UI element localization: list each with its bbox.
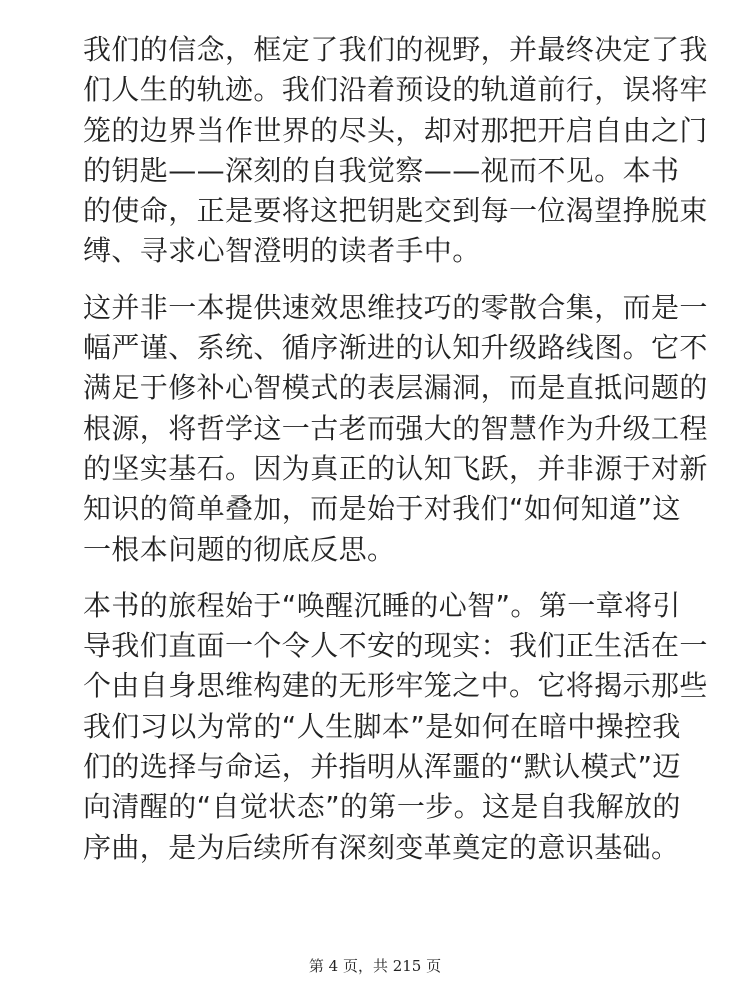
text-line: 笼的边界当作世界的尽头，却对那把开启自由之门 [83,113,708,147]
text-line: 的钥匙——深刻的自我觉察——视而不见。本书 [83,153,680,187]
text-line: 本书的旅程始于“唤醒沉睡的心智”。第一章将引 [83,588,681,622]
text-line: 个由自身思维构建的无形牢笼之中。它将揭示那些 [83,669,708,703]
text-line: 们人生的轨迹。我们沿着预设的轨道前行，误将牢 [83,73,708,107]
page-number-footer: 第 4 页，共 215 页 [308,957,442,975]
text-line: 向清醒的“自觉状态”的第一步。这是自我解放的 [83,790,681,824]
text-line: 一根本问题的彻底反思。 [83,532,396,566]
text-line: 这并非一本提供速效思维技巧的零散合集，而是一 [83,290,708,324]
text-line: 的坚实基石。因为真正的认知飞跃，并非源于对新 [83,451,708,485]
text-line: 的使命，正是要将这把钥匙交到每一位渴望挣脱束 [83,194,708,228]
text-line: 导我们直面一个令人不安的现实：我们正生活在一 [83,629,708,663]
text-line: 我们习以为常的“人生脚本”是如何在暗中操控我 [83,709,681,743]
text-line: 满足于修补心智模式的表层漏洞，而是直抵问题的 [83,371,708,405]
text-line: 缚、寻求心智澄明的读者手中。 [83,234,481,268]
text-line: 根源，将哲学这一古老而强大的智慧作为升级工程 [83,411,708,445]
paragraph-3 [83,586,708,868]
text-line: 我们的信念，框定了我们的视野，并最终决定了我 [83,33,708,66]
paragraph-1 [83,30,708,272]
paragraph-2 [83,288,708,570]
text-line: 知识的简单叠加，而是始于对我们“如何知道”这 [83,492,681,526]
body-text [83,30,708,884]
text-line: 幅严谨、系统、循序渐进的认知升级路线图。它不 [83,331,708,365]
text-line: 序曲，是为后续所有深刻变革奠定的意识基础。 [83,830,680,864]
text-line: 们的选择与命运，并指明从浑噩的“默认模式”迈 [83,750,681,784]
